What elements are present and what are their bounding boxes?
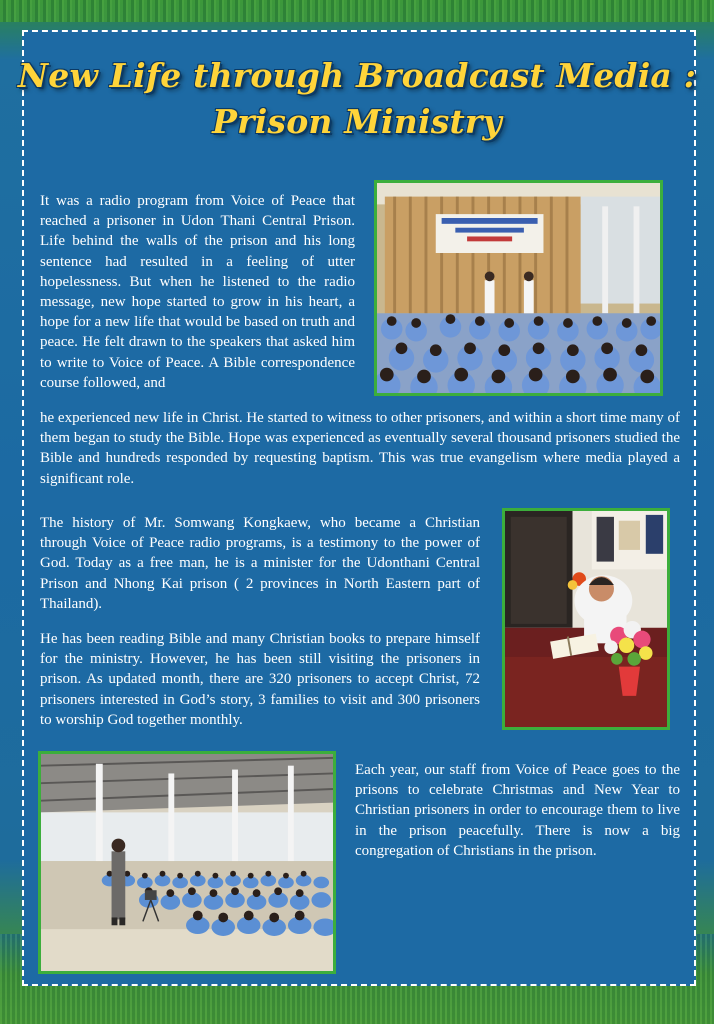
photo-prison-hall-gathering bbox=[38, 751, 336, 974]
photo-prison-stage bbox=[374, 180, 663, 396]
paragraph-4: Each year, our staff from Voice of Peace goes to the prisons to celebrate Christmas and New Year to Christian prisoners in order to encourage them to live in the prison peacefully. There is now a big congregation of Christians in the prison. bbox=[355, 762, 680, 859]
photo-man-reading-bible bbox=[502, 508, 670, 730]
paragraph-3: He has been reading Bible and many Christian books to prepare himself for the ministry. However, he has been still visiting the prisoners in prison. As updated month, there are 320 prisoners to accept Christ, 72 prisoners interested in God’s story, 3 families to visit and 300 prisoners to worship God together monthly. bbox=[40, 631, 480, 728]
paragraph-2: The history of Mr. Somwang Kongkaew, who became a Christian through Voice of Peace radio programs, is a testimony to the power of God. Today as a free man, he is a minister for the Udonthani Central Prison and Nhong Kai prison ( 2 provinces in North Eastern part of Thailand). bbox=[40, 515, 480, 612]
paragraph-1-narrow: It was a radio program from Voice of Peace that reached a prisoner in Udon Thani Central Prison. Life behind the walls of the prison and his long sentence had resulted in a feeling of utter hopelessness. But when he listened to the radio message, new hope started to grow in his heart, a hope for a new life that would be based on truth and peace. He felt drawn to the speakers that asked him to write to Voice of Peace. A Bible correspondence course followed, and bbox=[40, 193, 355, 391]
grass-top-border bbox=[0, 0, 714, 22]
title-line-2: Prison Ministry bbox=[212, 102, 502, 141]
paragraph-1-wide: he experienced new life in Christ. He started to witness to other prisoners, and within a short time many of them began to study the Bible. Hope was experienced as eventually several thousand prisoners studied the Bible and hundreds responded by requesting baptism. This was true evangelism where media played a significant role. bbox=[40, 410, 680, 487]
title-line-1: New Life through Broadcast Media : bbox=[17, 56, 697, 95]
